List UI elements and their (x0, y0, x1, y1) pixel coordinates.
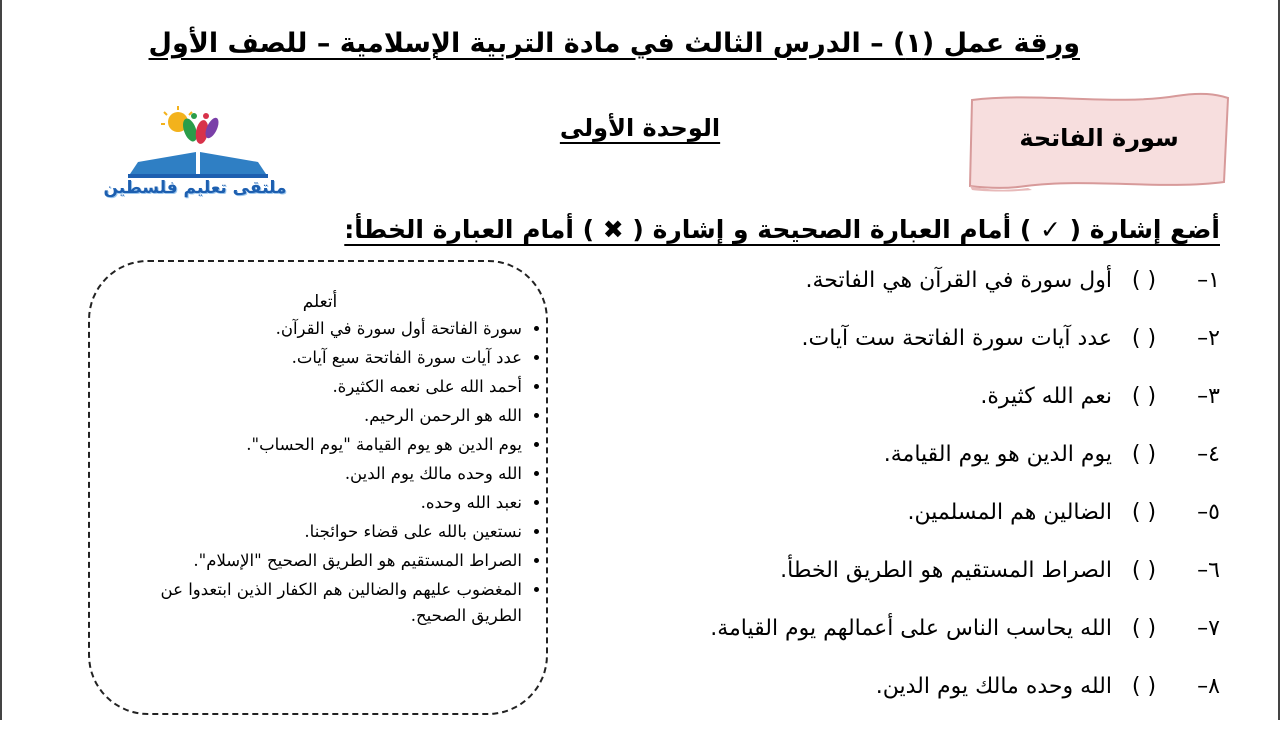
question-text: عدد آيات سورة الفاتحة ست آيات. (801, 326, 1112, 351)
learn-item: • الله وحده مالك يوم الدين. (150, 461, 522, 487)
question-item (640, 384, 1220, 442)
question-item (640, 268, 1220, 326)
answer-box[interactable]: ( ) (1131, 326, 1157, 351)
answer-box[interactable]: ( ) (1131, 384, 1157, 409)
lesson-title: سورة الفاتحة (1019, 124, 1179, 152)
answer-box[interactable]: ( ) (1131, 500, 1157, 525)
question-item (640, 674, 1220, 732)
answer-box[interactable]: ( ) (1131, 674, 1157, 699)
question-text: أول سورة في القرآن هي الفاتحة. (805, 268, 1112, 293)
learn-item: • عدد آيات سورة الفاتحة سبع آيات. (150, 345, 522, 371)
unit-title: الوحدة الأولى (559, 114, 721, 142)
questions-list (640, 268, 1220, 732)
question-number: ٢– (1197, 326, 1220, 351)
question-number: ٦– (1197, 558, 1220, 583)
worksheet-title: ورقة عمل (١) – الدرس الثالث في مادة التربية الإسلامية – للصف الأول (148, 28, 1080, 59)
learn-item: • يوم الدين هو يوم القيامة "يوم الحساب". (150, 432, 522, 458)
page-border-left (0, 0, 2, 720)
question-item (640, 326, 1220, 384)
question-number: ٧– (1197, 616, 1220, 641)
answer-box[interactable]: ( ) (1131, 442, 1157, 467)
instruction-text: أضع إشارة ( ✓ ) أمام العبارة الصحيحة و إشارة ( ✖ ) أمام العبارة الخطأ: (344, 215, 1220, 244)
question-number: ٣– (1197, 384, 1220, 409)
question-item (640, 500, 1220, 558)
learn-item: • نعبد الله وحده. (150, 490, 522, 516)
answer-box[interactable]: ( ) (1131, 268, 1157, 293)
question-number: ٨– (1197, 674, 1220, 699)
logo-caption: ملتقى تعليم فلسطين (103, 178, 287, 198)
learn-item: • الصراط المستقيم هو الطريق الصحيح "الإسلام". (150, 548, 522, 574)
question-item (640, 558, 1220, 616)
learn-box-title: أتعلم (302, 292, 338, 312)
question-text: الصراط المستقيم هو الطريق الخطأ. (780, 558, 1112, 583)
question-text: يوم الدين هو يوم القيامة. (883, 442, 1112, 467)
question-number: ١– (1197, 268, 1220, 293)
learn-item: • المغضوب عليهم والضالين هم الكفار الذين ابتعدوا عن الطريق الصحيح. (150, 577, 522, 629)
question-number: ٤– (1197, 442, 1220, 467)
answer-box[interactable]: ( ) (1131, 616, 1157, 641)
learn-item: • أحمد الله على نعمه الكثيرة. (150, 374, 522, 400)
learn-item: • نستعين بالله على قضاء حوائجنا. (150, 519, 522, 545)
learn-item: • سورة الفاتحة أول سورة في القرآن. (150, 316, 522, 342)
question-text: الله يحاسب الناس على أعمالهم يوم القيامة. (710, 616, 1112, 641)
question-text: الله وحده مالك يوم الدين. (875, 674, 1112, 699)
learn-item: • الله هو الرحمن الرحيم. (150, 403, 522, 429)
question-text: الضالين هم المسلمين. (907, 500, 1112, 525)
question-number: ٥– (1197, 500, 1220, 525)
learn-list (150, 316, 540, 632)
answer-box[interactable]: ( ) (1131, 558, 1157, 583)
question-text: نعم الله كثيرة. (980, 384, 1112, 409)
question-item (640, 442, 1220, 500)
question-item (640, 616, 1220, 674)
